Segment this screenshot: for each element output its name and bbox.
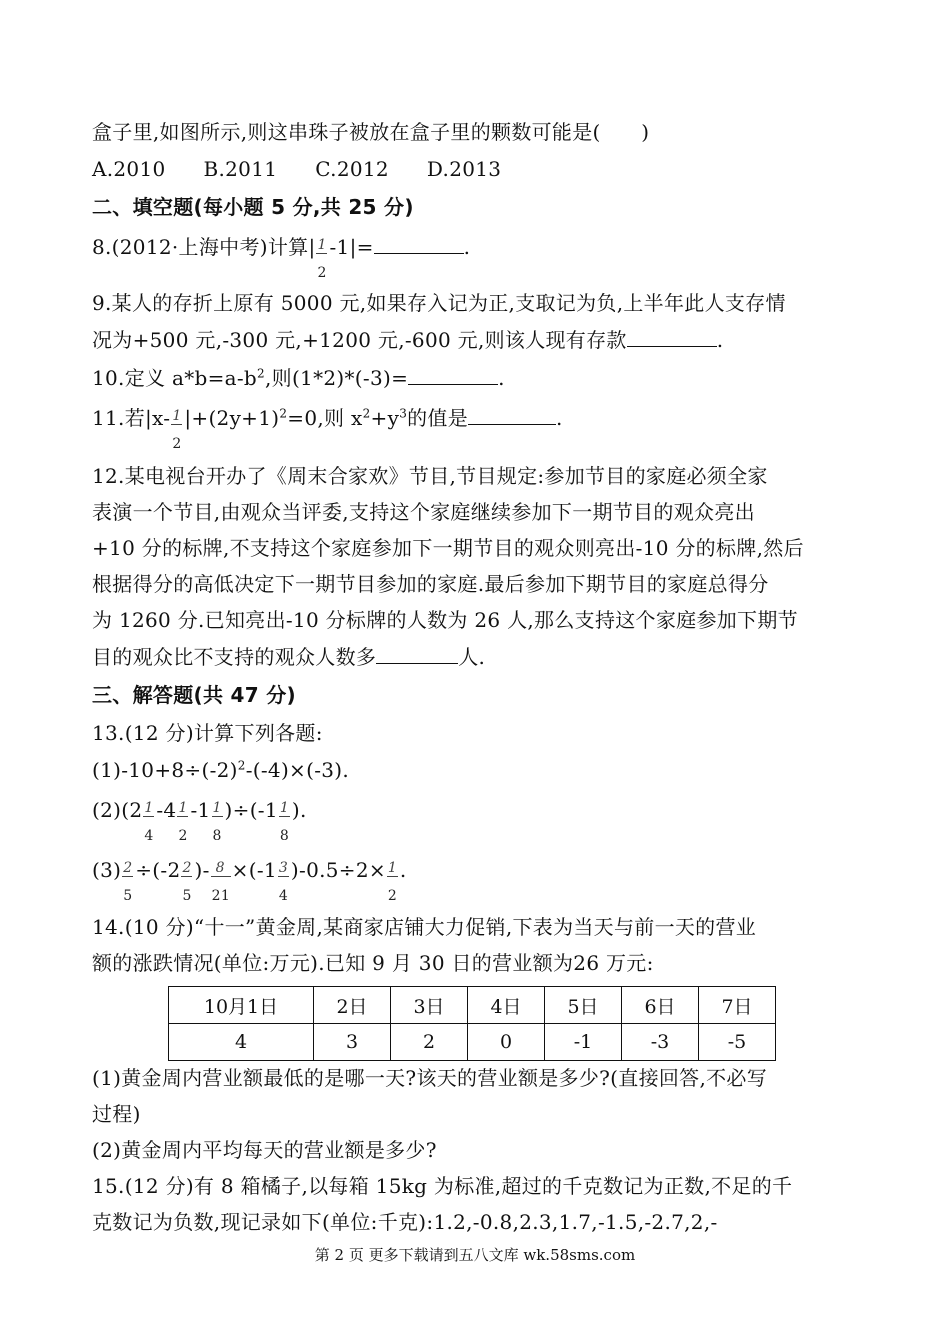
answer-blank xyxy=(468,404,556,425)
question-12-line-1: 12.某电视台开办了《周末合家欢》节目,节目规定:参加节目的家庭必须全家 xyxy=(92,464,768,488)
table-header-cell: 5日 xyxy=(545,987,622,1024)
q8-prefix: 8.(2012·上海中考)计算| xyxy=(92,235,316,259)
fraction: $\frac{1}{2}$ xyxy=(317,237,327,281)
question-7-options xyxy=(92,155,501,183)
fraction: $\frac{8}{21}$ xyxy=(211,860,231,904)
question-9-line-1: 9.某人的存折上原有 5000 元,如果存入记为正,支取记为负,上半年此人支存情 xyxy=(92,291,786,315)
fraction: $\frac{1}{8}$ xyxy=(212,800,222,844)
table-cell: -1 xyxy=(545,1024,622,1061)
table-cell: 4 xyxy=(169,1024,314,1061)
option-c: C.2012 xyxy=(315,157,389,181)
question-12-line-6: 目的观众比不支持的观众人数多 人. xyxy=(92,645,486,669)
table-cell: -5 xyxy=(699,1024,776,1061)
fraction: $\frac{1}{2}$ xyxy=(172,408,182,452)
question-14-sub-1-line-1: (1)黄金周内营业额最低的是哪一天?该天的营业额是多少?(直接回答,不必写 xyxy=(92,1066,768,1090)
table-header-cell: 3日 xyxy=(391,987,468,1024)
answer-blank xyxy=(627,326,717,347)
table-cell: 3 xyxy=(314,1024,391,1061)
question-14-sub-1-line-2: 过程) xyxy=(92,1102,141,1126)
table-header-cell: 7日 xyxy=(699,987,776,1024)
option-a: A.2010 xyxy=(92,157,166,181)
question-15-line-1: 15.(12 分)有 8 箱橘子,以每箱 15kg 为标准,超过的千克数记为正数,不足的千 xyxy=(92,1174,793,1198)
fraction: $\frac{2}{5}$ xyxy=(182,860,192,904)
table-cell: 2 xyxy=(391,1024,468,1061)
answer-blank xyxy=(376,643,458,664)
question-14-line-2: 额的涨跌情况(单位:万元).已知 9 月 30 日的营业额为26 万元: xyxy=(92,951,654,975)
question-12-line-2: 表演一个节目,由观众当评委,支持这个家庭继续参加下一期节目的观众亮出 xyxy=(92,500,755,524)
fraction: $\frac{1}{2}$ xyxy=(387,860,398,904)
answer-blank xyxy=(374,233,464,254)
table-cell: -3 xyxy=(622,1024,699,1061)
table-header-cell: 6日 xyxy=(622,987,699,1024)
option-d: D.2013 xyxy=(426,157,502,181)
question-7-tail: 盒子里,如图所示,则这串珠子被放在盒子里的颗数可能是( ) xyxy=(92,120,650,144)
table-cell: 0 xyxy=(468,1024,545,1061)
question-13-part-2: (2)(2 $\frac{1}{4}$ -4 $\frac{1}{2}$ -1 $\frac{1}{8}$ )÷(-1 $\frac{1}{8}$ ). xyxy=(92,798,307,844)
question-13-title: 13.(12 分)计算下列各题: xyxy=(92,721,323,745)
answer-blank xyxy=(408,364,498,385)
question-14-sub-2: (2)黄金周内平均每天的营业额是多少? xyxy=(92,1138,437,1162)
section-3-heading: 三、解答题(共 47 分) xyxy=(92,683,296,707)
question-9-line-2: 况为+500 元,-300 元,+1200 元,-600 元,则该人现有存款 . xyxy=(92,328,724,352)
table-header-cell: 4日 xyxy=(468,987,545,1024)
fraction: $\frac{1}{2}$ xyxy=(178,800,188,844)
table-row xyxy=(169,1024,776,1061)
question-10: 10.定义 $a*b=a-b^2$,则(1*2)*(-3)= . xyxy=(92,366,505,390)
question-12-line-3: +10 分的标牌,不支持这个家庭参加下一期节目的观众则亮出-10 分的标牌,然后 xyxy=(92,536,804,560)
table-header-row xyxy=(169,987,776,1024)
option-b: B.2011 xyxy=(203,157,278,181)
table-header-cell: 10月1日 xyxy=(169,987,314,1024)
question-12-line-4: 根据得分的高低决定下一期节目参加的家庭.最后参加下期节目的家庭总得分 xyxy=(92,572,769,596)
fraction: $\frac{1}{4}$ xyxy=(144,800,154,844)
section-2-heading: 二、填空题(每小题 5 分,共 25 分) xyxy=(92,195,414,219)
fraction: $\frac{1}{8}$ xyxy=(279,800,290,844)
question-13-part-3: (3) $\frac{2}{5}$ ÷(-2 $\frac{2}{5}$ )- $\frac{8}{21}$ ×(-1 $\frac{3}{4}$ )-0.5÷2× $\frac{1}{2}$ . xyxy=(92,858,407,904)
sales-change-table xyxy=(168,986,776,1061)
fraction: $\frac{2}{5}$ xyxy=(123,860,133,904)
question-8: 8.(2012·上海中考)计算| $\frac{1}{2}$ -1|= . xyxy=(92,235,471,281)
table-header-cell: 2日 xyxy=(314,987,391,1024)
question-13-part-1: $(1)-10+8\div(-2)^2-(-4)\times(-3)$. xyxy=(92,758,350,782)
fraction: $\frac{3}{4}$ xyxy=(278,860,289,904)
question-15-line-2: 克数记为负数,现记录如下(单位:千克):1.2,-0.8,2.3,1.7,-1.5,-2.7,2,- xyxy=(92,1210,718,1234)
question-14-line-1: 14.(10 分)“十一”黄金周,某商家店铺大力促销,下表为当天与前一天的营业 xyxy=(92,915,757,939)
page-footer: 第 2 页 更多下载请到五八文库 wk.58sms.com xyxy=(314,1246,636,1264)
question-11: 11.若|x- $\frac{1}{2}$ $|+(2y+1)^2=0$,则 $x^2+y^3$的值是 . xyxy=(92,406,563,452)
q8-suffix: -1|= xyxy=(329,235,374,259)
question-12-line-5: 为 1260 分.已知亮出-10 分标牌的人数为 26 人,那么支持这个家庭参加下期节 xyxy=(92,608,798,632)
